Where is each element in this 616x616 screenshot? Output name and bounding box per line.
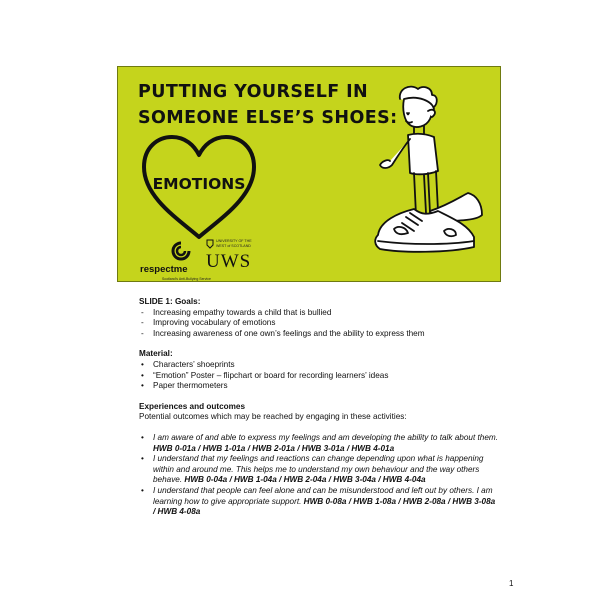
slide-thumbnail <box>117 66 501 282</box>
outcomes-list <box>139 433 499 518</box>
goals-heading: SLIDE 1: Goals: <box>139 297 201 306</box>
experiences-intro: Potential outcomes which may be reached by engaging in these activities: <box>139 412 407 422</box>
person-in-big-shoes-illustration <box>358 85 498 275</box>
material-heading: Material: <box>139 349 173 359</box>
goals-list <box>139 308 499 340</box>
uws-wordmark: UWS <box>206 251 252 272</box>
list-item: • Characters’ shoeprints <box>141 359 235 369</box>
respectme-swirl-icon <box>170 241 192 261</box>
respectme-tagline: Scotland's Anti-Bullying Service <box>162 277 211 281</box>
list-item: • “Emotion” Poster – flipchart or board for recording learners’ ideas <box>141 370 389 380</box>
list-item: • I understand that people can feel alone and can be misunderstood and left out by others. I am learning how to give appropriate support. HWB 0-08a / HWB 1-08a / HWB 2-08a / HWB 3-08a / HWB 4-08a <box>141 485 496 517</box>
uws-logo <box>206 239 256 277</box>
slide-title-line-2: SOMEONE ELSE’S SHOES: <box>138 108 398 128</box>
speaker-notes <box>139 297 499 518</box>
uws-university-name: UNIVERSITY OF THE WEST of SCOTLAND <box>216 239 252 248</box>
respectme-logo <box>140 241 211 281</box>
list-item: • I am aware of and able to express my feelings and am developing the ability to talk about them. HWB 0-01a / HWB 1-01a / HWB 2-01a / HWB 3-01a / HWB 4-01a <box>141 432 498 453</box>
slide-title-line-1: PUTTING YOURSELF IN <box>138 82 369 102</box>
list-item: - Increasing awareness of one own’s feelings and the ability to express them <box>141 328 425 338</box>
materials-list <box>139 360 499 392</box>
list-item: • Paper thermometers <box>141 381 228 391</box>
respectme-wordmark: respectme <box>140 264 188 275</box>
heart-label: EMOTIONS <box>152 175 246 193</box>
uws-crest-icon <box>206 239 214 249</box>
page-number: 1 <box>509 579 514 588</box>
list-item: • I understand that my feelings and reactions can change depending upon what is happening within and around me. This helps me to understand my own behaviour and the way others behave. HWB 0-04a / HWB 1-04a / HWB 2-04a / HWB 3-04a / HWB 4-04a <box>141 454 484 485</box>
experiences-heading: Experiences and outcomes <box>139 401 246 411</box>
list-item: - Increasing empathy towards a child that is bullied <box>141 307 332 317</box>
list-item: - Improving vocabulary of emotions <box>141 318 276 328</box>
